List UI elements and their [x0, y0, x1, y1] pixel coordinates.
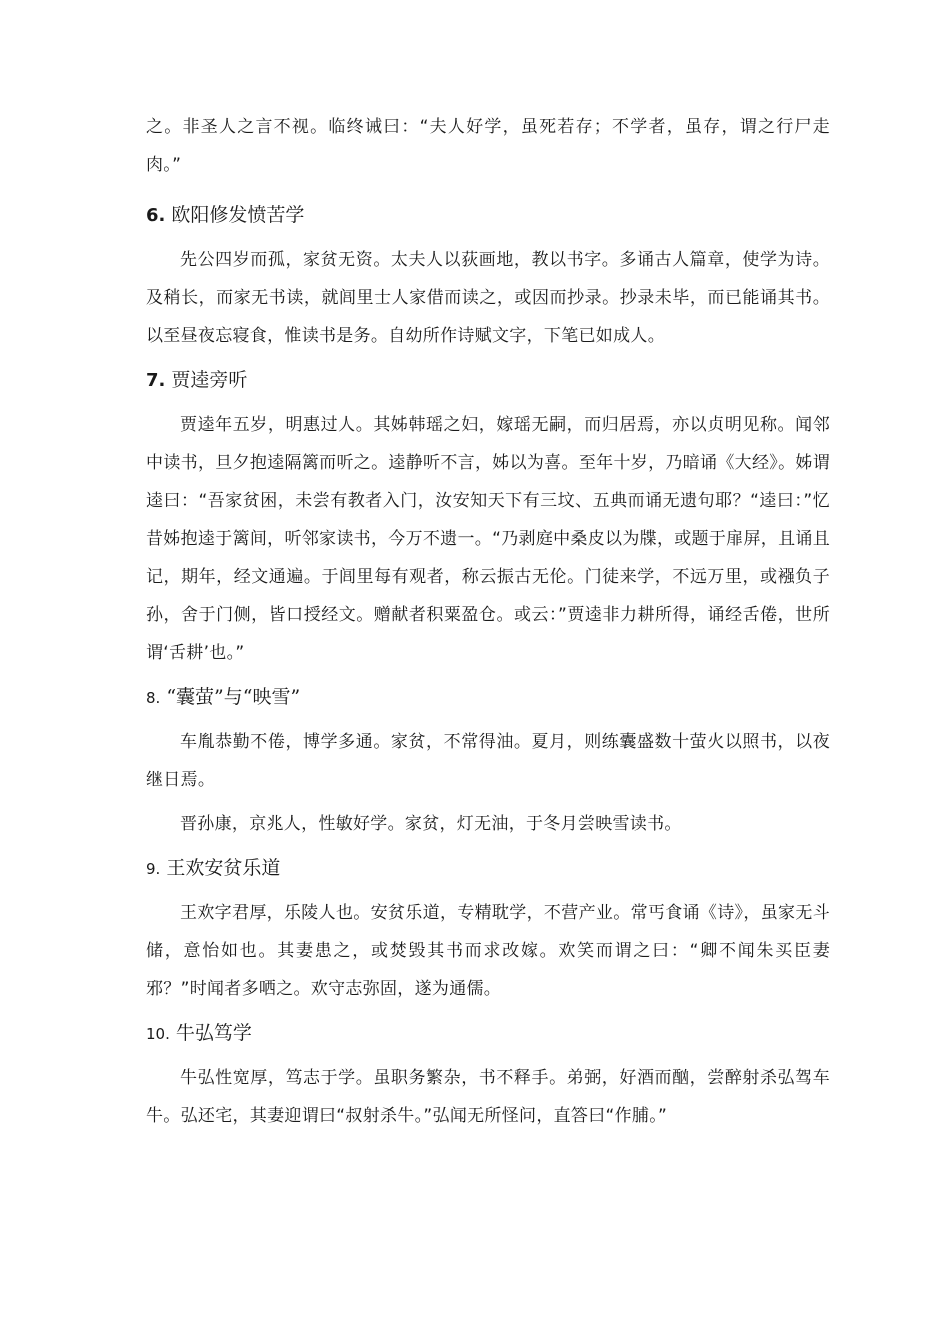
paragraph-s8-b: 晋孙康，京兆人，性敏好学。家贫，灯无油，于冬月尝映雪读书。: [180, 814, 682, 834]
section-title: 欧阳修发愤苦学: [171, 204, 305, 226]
section-heading-10: [146, 1016, 830, 1051]
paragraph-s10: 牛弘性宽厚，笃志于学。虽职务繁杂，书不释手。弟弼，好酒而酗，尝醉射杀弘驾车牛。弘还宅，其妻迎谓曰“叔射杀牛。”弘闻无所怪问，直答曰“作脯。”: [146, 1068, 830, 1126]
paragraph-s9: 王欢字君厚，乐陵人也。安贫乐道，专精耽学，不营产业。常丐食诵《诗》，虽家无斗储，意怡如也。其妻患之，或焚毁其书而求改嫁。欢笑而谓之曰：“卿不闻朱买臣妻邪？”时闻者多哂之。欢守志弥固，遂为通儒。: [146, 903, 830, 999]
section-heading-6: [146, 198, 830, 233]
section-number: 8.: [146, 689, 161, 707]
paragraph-s6: 先公四岁而孤，家贫无资。太夫人以荻画地，教以书字。多诵古人篇章，使学为诗。及稍长，而家无书读，就闾里士人家借而读之，或因而抄录。抄录未毕，而已能诵其书。以至昼夜忘寝食，惟读书是务。自幼所作诗赋文字，下笔已如成人。: [146, 250, 830, 346]
paragraph-s7: 贾逵年五岁，明惠过人。其姊韩瑶之妇，嫁瑶无嗣，而归居焉，亦以贞明见称。闻邻中读书，旦夕抱逵隔篱而听之。逵静听不言，姊以为喜。至年十岁，乃暗诵《大经》。姊谓逵曰：“吾家贫困，未尝有教者入门，汝安知天下有三坟、五典而诵无遗句耶？“逵曰：”忆昔姊抱逵于篱间，听邻家读书，今万不遗一。“乃剥庭中桑皮以为牒，或题于扉屏，且诵且记，期年，经文通遍。于闾里每有观者，称云振古无伦。门徒来学，不远万里，或襁负子孙，舍于门侧，皆口授经文。赠献者积粟盈仓。或云：”贾逵非力耕所得，诵经舌倦，世所谓‘舌耕’也。”: [146, 415, 830, 663]
section-title: 牛弘笃学: [175, 1022, 252, 1044]
section-number: 6.: [146, 205, 166, 226]
paragraph-s5-tail: 之。非圣人之言不视。临终诫曰：“夫人好学，虽死若存；不学者，虽存，谓之行尸走肉。”: [146, 117, 830, 175]
section-title: 王欢安贫乐道: [166, 857, 281, 879]
section-number: 7.: [146, 370, 166, 391]
paragraph-s8-a: 车胤恭勤不倦，博学多通。家贫，不常得油。夏月，则练囊盛数十萤火以照书，以夜继日焉。: [146, 732, 830, 790]
section-title: 贾逵旁听: [171, 369, 248, 391]
section-heading-9: [146, 851, 830, 886]
section-heading-8: [146, 680, 830, 715]
section-number: 10.: [146, 1025, 170, 1043]
section-heading-7: [146, 363, 830, 398]
section-title: “囊萤”与“映雪”: [166, 686, 301, 708]
section-number: 9.: [146, 860, 161, 878]
